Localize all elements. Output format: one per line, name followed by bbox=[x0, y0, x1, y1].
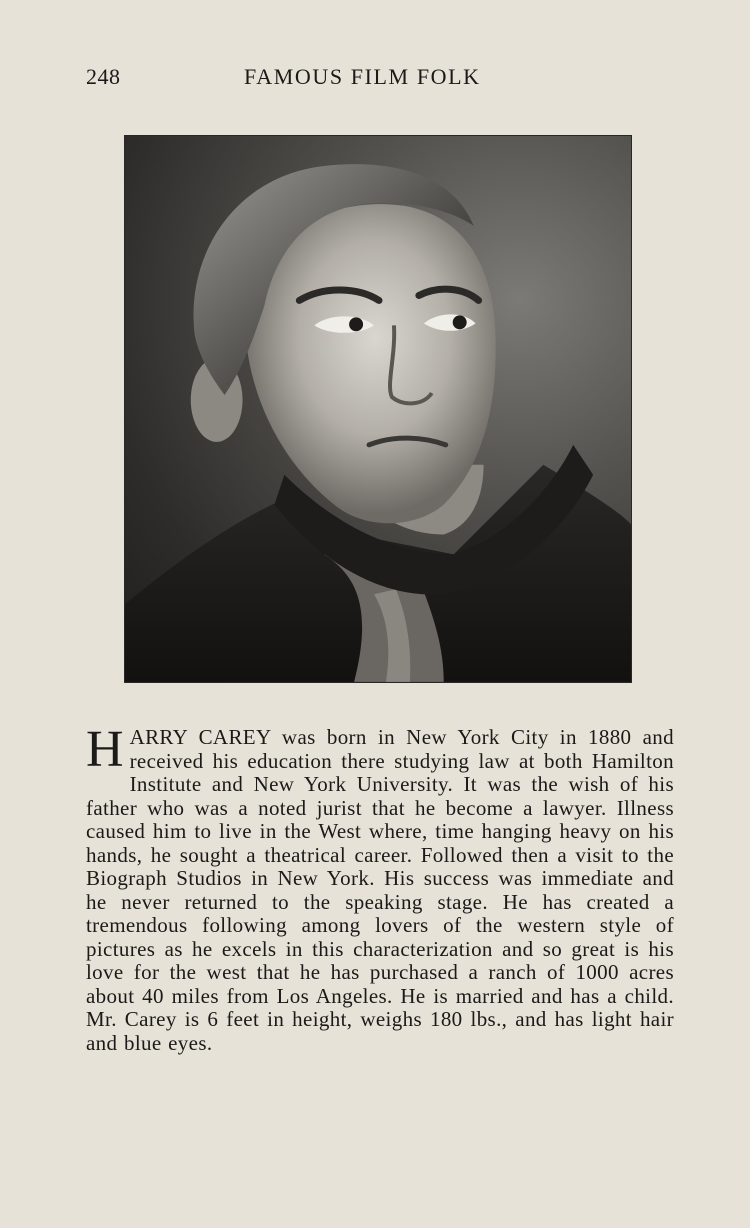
page-number: 248 bbox=[86, 64, 121, 89]
portrait-photograph bbox=[124, 135, 632, 683]
portrait-illustration bbox=[125, 136, 631, 682]
biography-paragraph bbox=[86, 721, 674, 1055]
biography-text: ARRY CAREY was born in New York City in 1880 and received his education there studying law at both Hamilton Institute and New York University. It was the wish of his father who was a noted jurist that he become a lawyer. Illness caused him to live in the West where, time hanging heavy on his hands, he sought a theatrical career. Followed then a visit to the Biograph Studios in New York. His success was immediate and he never returned to the speaking stage. He has created a tremendous following among lovers of the western style of pictures as he excels in this characterization and so great is his love for the west that he has purchased a ranch of 1000 acres about 40 miles from Los Angeles. He is married and has a child. Mr. Carey is 6 feet in height, weighs 180 lbs., and has light hair and blue eyes. bbox=[86, 725, 674, 1055]
running-title: FAMOUS FILM FOLK bbox=[244, 64, 481, 89]
drop-cap: H bbox=[86, 721, 124, 778]
